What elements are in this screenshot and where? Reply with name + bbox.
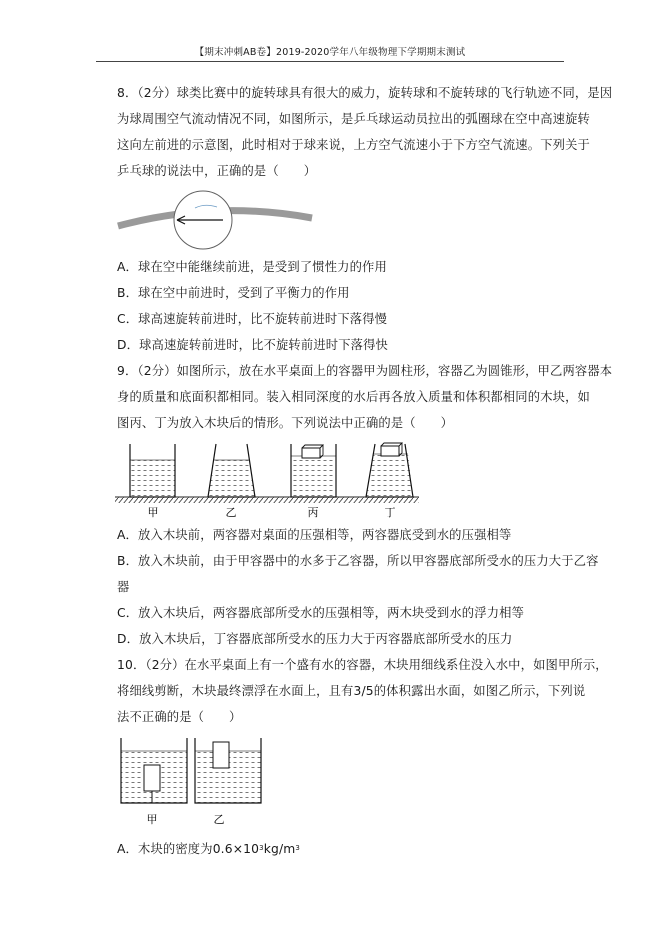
header-divider: [96, 61, 564, 62]
q9-stem-line-1: 9．（2分）如图所示，放在水平桌面上的容器甲为圆柱形，容器乙为圆锥形，甲乙两容器本: [117, 364, 613, 378]
label-yi-q10: 乙: [213, 813, 225, 826]
q8-stem-line-2: 为球周围空气流动情况不同，如图所示，是乒乓球运动员拉出的弧圈球在空中高速旋转: [117, 112, 590, 126]
label-jia: 甲: [147, 506, 159, 519]
q8-option-d: D．球高速旋转前进时，比不旋转前进时下落得快: [117, 338, 389, 352]
submerged-wood-block: [144, 765, 160, 791]
q10-option-a-prefix: A．木块的密度为0.6×10: [117, 842, 260, 856]
container-jia-q10: [121, 738, 187, 803]
container-yi-q10: [195, 738, 261, 803]
label-yi: 乙: [225, 506, 237, 519]
q10-stem-line-2: 将细线剪断，木块最终漂浮在水面上，且有3/5的体积露出水面，如图乙所示，下列说: [117, 684, 586, 698]
q8-option-b: B．球在空中前进时，受到了平衡力的作用: [117, 286, 350, 300]
q10-option-a-exponent: 3: [259, 844, 264, 852]
container-yi: [208, 444, 255, 497]
label-ding: 丁: [384, 506, 396, 519]
container-jia: [130, 444, 175, 497]
q9-option-b-wrap: 器: [117, 580, 130, 594]
q10-option-a-unit-exponent: 3: [295, 844, 300, 852]
q9-stem-line-3: 图丙、丁为放入木块后的情形。下列说法中正确的是（ ）: [117, 416, 454, 430]
q10-option-a-unit: kg/m: [263, 842, 296, 856]
q8-stem-line-3: 这向左前进的示意图，此时相对于球来说，上方空气流速小于下方空气流速。下列关于: [117, 138, 590, 152]
container-bing: [291, 444, 336, 497]
q8-option-c: C．球高速旋转前进时，比不旋转前进时下落得慢: [117, 312, 388, 326]
label-bing: 丙: [307, 506, 319, 519]
q10-stem-line-1: 10．（2分）在水平桌面上有一个盛有水的容器，木块用细线系住没入水中，如图甲所示，: [117, 658, 608, 672]
q9-option-d: D．放入木块后，丁容器底部所受水的压力大于丙容器底部所受水的压力: [117, 632, 513, 646]
q10-option-a: [117, 840, 300, 858]
q10-stem-line-3: 法不正确的是（ ）: [117, 710, 242, 724]
q9-option-c: C．放入木块后，两容器底部所受水的压强相等，两木块受到水的浮力相等: [117, 606, 525, 620]
q8-ball-trajectory-figure: [115, 190, 315, 252]
q9-containers-figure: [113, 438, 423, 520]
wood-block: [302, 448, 320, 458]
wood-block: [381, 446, 399, 456]
q8-option-a: A．球在空中能继续前进，是受到了惯性力的作用: [117, 260, 387, 274]
label-jia-q10: 甲: [146, 813, 158, 826]
page-header: 【期末冲刺AB卷】2019-2020学年八年级物理下学期期末测试: [194, 47, 466, 58]
q8-stem-line-4: 乒乓球的说法中，正确的是（ ）: [117, 164, 317, 178]
container-ding: [366, 443, 413, 497]
floating-wood-block: [213, 742, 229, 768]
q10-wood-block-figure: [113, 735, 273, 827]
q8-stem-line-1: 8．（2分）球类比赛中的旋转球具有很大的威力，旋转球和不旋转球的飞行轨迹不同，是因: [117, 86, 613, 100]
q9-stem-line-2: 身的质量和底面积都相同。装入相同深度的水后再各放入质量和体积都相同的木块，如: [117, 390, 590, 404]
q9-option-b: B．放入木块前，由于甲容器中的水多于乙容器，所以甲容器底部所受水的压力大于乙容: [117, 554, 599, 568]
q9-option-a: A．放入木块前，两容器对桌面的压强相等，两容器底受到水的压强相等: [117, 528, 512, 542]
